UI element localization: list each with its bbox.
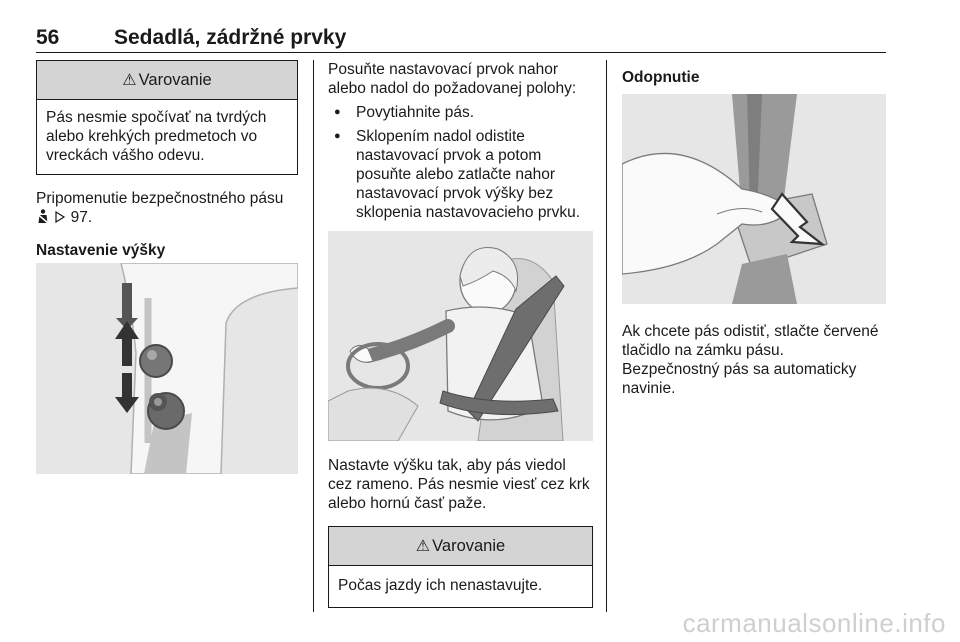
- height-adjuster-illustration: [36, 263, 298, 474]
- warning-header: [37, 61, 297, 100]
- height-heading: Nastavenie výšky: [36, 242, 166, 259]
- column-2-lower: [328, 456, 593, 608]
- reminder-line: Pripomenutie bezpečnostného pásu: [36, 190, 284, 207]
- column-3: [622, 60, 886, 87]
- release-text-2: Bezpečnostný pás sa automaticky navinie.: [622, 361, 857, 397]
- page-number: 56: [36, 26, 60, 49]
- watermark: carmanualsonline.info: [682, 608, 946, 638]
- page-title: Sedadlá, zádržné prvky: [114, 26, 347, 49]
- warning-body: Počas jazdy ich nenastavujte.: [338, 577, 543, 594]
- warning-title: Varovanie: [432, 536, 506, 555]
- column-divider-1: [313, 60, 314, 612]
- column-3-lower: [622, 322, 886, 398]
- warning-box-1: [36, 60, 298, 175]
- list-item: ● Sklopením nadol odistite nastavovací prvok a potom posuňte alebo zatlačte nahor nastavovací prvok výšky bez sklopenia nastavovacieho prvku.: [328, 127, 593, 222]
- column-1: [36, 60, 298, 260]
- warning-header: [329, 527, 592, 566]
- warning-triangle-icon: ⚠: [415, 537, 431, 555]
- column-divider-2: [606, 60, 607, 612]
- reminder-reference: 97.: [70, 209, 93, 226]
- adjust-steps-list: [328, 103, 593, 222]
- warning-body: Pás nesmie spočívať na tvrdých alebo krehkých predmetoch vo vreckách vášho odevu.: [46, 109, 267, 164]
- adjust-text: Nastavte výšku tak, aby pás viedol cez rameno. Pás nesmie viesť cez krk alebo hornú časť paže.: [328, 457, 590, 512]
- page-header: [36, 24, 886, 53]
- reminder-text: [36, 189, 298, 227]
- warning-box-2: [328, 526, 593, 608]
- warning-title: Varovanie: [138, 70, 212, 89]
- warning-triangle-icon: ⚠: [122, 71, 137, 89]
- page-reference-arrow-icon: [54, 209, 70, 226]
- buckle-release-illustration: [622, 94, 886, 304]
- list-item: ● Povytiahnite pás.: [328, 103, 593, 122]
- seatbelt-reminder-icon: [36, 209, 54, 226]
- adjust-intro: Posuňte nastavovací prvok nahor alebo nadol do požadovanej polohy:: [328, 61, 577, 97]
- release-text-1: Ak chcete pás odistiť, stlačte červené tlačidlo na zámku pásu.: [622, 323, 879, 359]
- release-heading: Odopnutie: [622, 69, 700, 86]
- driver-seatbelt-illustration: [328, 231, 593, 441]
- column-2: [328, 60, 593, 222]
